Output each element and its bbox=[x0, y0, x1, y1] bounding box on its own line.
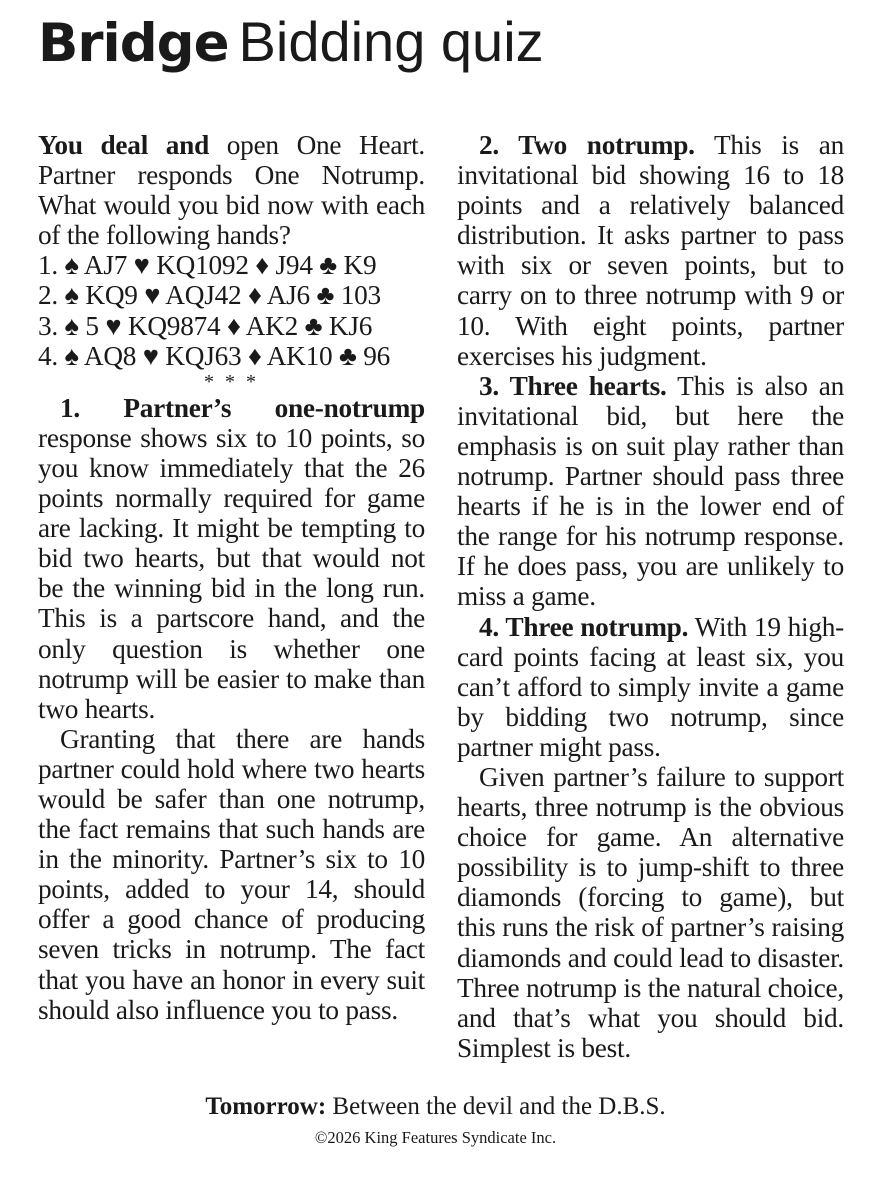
answer-4-text: With 19 high-card points facing at least six, you can’t afford to simply invite a game by bidding two notrump, since partner might pass. bbox=[457, 611, 844, 762]
answer-4-continued-text: Given partner’s failure to support hearts, three notrump is the obvious choice for game. An alternative possibility is to jump-shift to three diamonds (forcing to game), but this runs the risk of partner’s raising diamonds and could lead to disaster. Three notrump is the natural choice, and that’s what you should bid. Simplest is best. bbox=[457, 761, 844, 1063]
answer-1-lead: 1. Partner’s one-notrump bbox=[60, 392, 425, 423]
intro-paragraph bbox=[38, 130, 425, 250]
title-bold: Bridge bbox=[38, 13, 229, 74]
tomorrow-text: Between the devil and the D.B.S. bbox=[326, 1093, 666, 1120]
answer-1-continued-text: Granting that there are hands partner could hold where two hearts would be safer than one notrump, the fact remains that such hands are in the minority. Partner’s six to 10 points, added to your 14, should offer a good chance of producing seven tricks in notrump. The fact that you have an honor in every suit should also influence you to pass. bbox=[38, 723, 425, 1025]
intro-text: open One Heart. Partner responds One Notrump. What would you bid now with each of the following hands? bbox=[38, 130, 425, 251]
answer-3-paragraph bbox=[457, 371, 844, 612]
answer-4-lead: 4. Three notrump. bbox=[479, 611, 689, 642]
title-light: Bidding quiz bbox=[238, 10, 544, 73]
right-column bbox=[457, 130, 844, 1063]
hand-2: 2. ♠ KQ9 ♥ AQJ42 ♦ AJ6 ♣ 103 bbox=[38, 280, 381, 311]
answer-2-text: This is an invitational bid showing 16 to 18 points and a relatively balanced distribution. It asks partner to pass with six or seven points, but to carry on to three notrump with 9 or 10. With eight points, partner exercises his judgment. bbox=[457, 130, 844, 371]
answer-2-paragraph bbox=[457, 130, 844, 371]
hand-3: 3. ♠ 5 ♥ KQ9874 ♦ AK2 ♣ KJ6 bbox=[38, 310, 373, 341]
tomorrow-teaser bbox=[0, 1092, 871, 1122]
copyright-notice: ©2026 King Features Syndicate Inc. bbox=[314, 1128, 557, 1147]
answer-4-continued-paragraph bbox=[457, 762, 844, 1063]
answer-1-paragraph bbox=[38, 393, 425, 724]
answer-2-lead: 2. Two notrump. bbox=[479, 130, 695, 160]
answer-3-lead: 3. Three hearts. bbox=[479, 370, 667, 401]
tomorrow-lead: Tomorrow: bbox=[205, 1093, 327, 1120]
hand-4: 4. ♠ AQ8 ♥ KQJ63 ♦ AK10 ♣ 96 bbox=[38, 340, 391, 371]
intro-lead: You deal and bbox=[38, 130, 210, 160]
left-column bbox=[38, 130, 425, 1025]
answer-4-paragraph bbox=[457, 612, 844, 762]
hand-1: 1. ♠ AJ7 ♥ KQ1092 ♦ J94 ♣ K9 bbox=[38, 250, 377, 281]
section-separator: * * * bbox=[204, 370, 259, 393]
answer-1-continued-paragraph bbox=[38, 724, 425, 1025]
answer-3-text: This is also an invitational bid, but here the emphasis is on suit play rather than notrump. Partner should pass three hearts if he is in the lower end of the range for his notrump response. If he does pass, you are unlikely to miss a game. bbox=[457, 370, 845, 612]
answer-1-text: response shows six to 10 points, so you know immediately that the 26 points normally required for game are lacking. It might be tempting to bid two hearts, but that would not be the winning bid in the long run. This is a partscore hand, and the only question is whether one notrump will be easier to make than two hearts. bbox=[38, 422, 425, 724]
page-title bbox=[38, 10, 544, 74]
